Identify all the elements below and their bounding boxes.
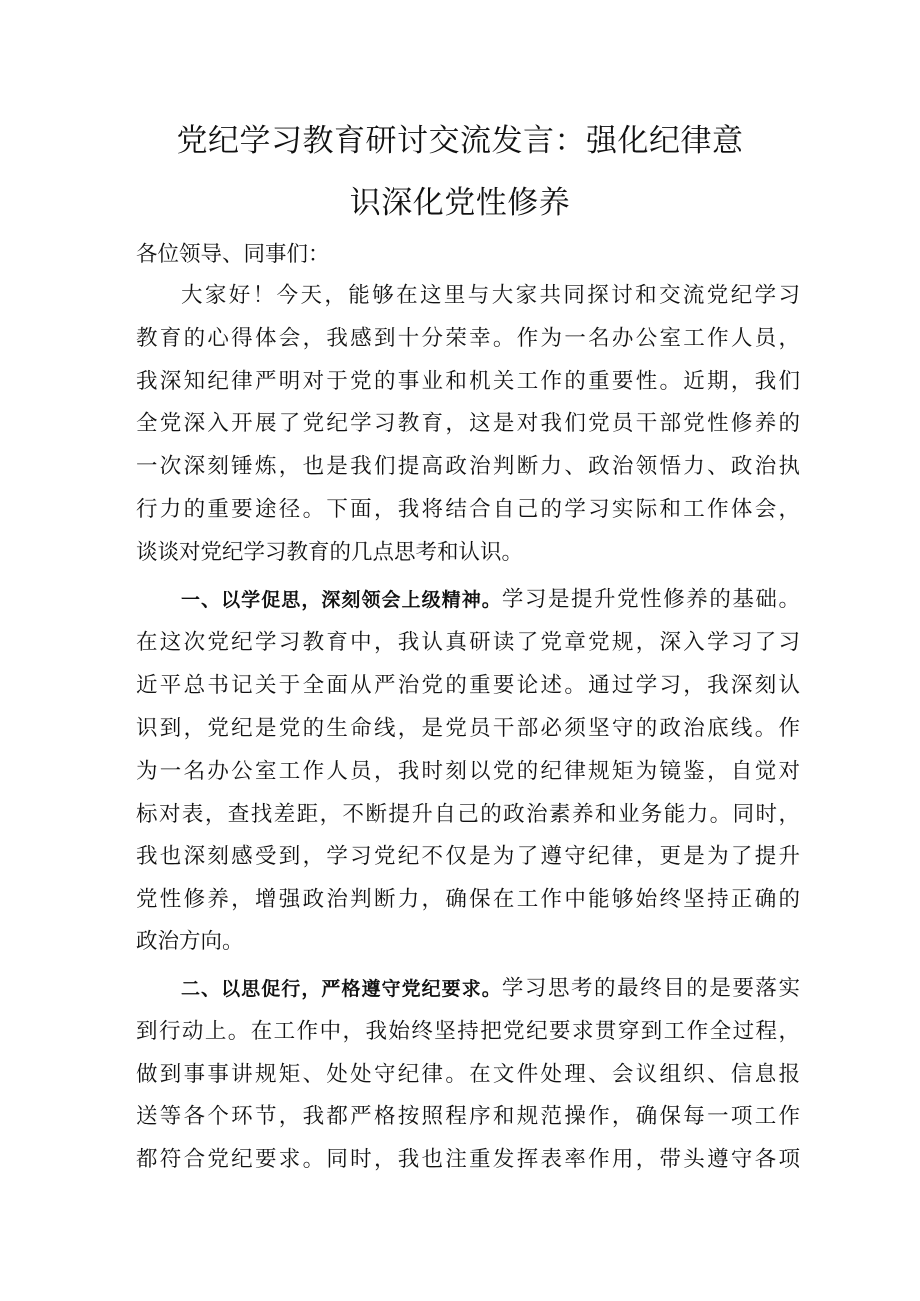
section-2-line: 到行动上。在工作中，我始终坚持把党纪要求贯穿到工作全过程， — [136, 1019, 800, 1044]
document-title-line-2: 识深化党性修养 — [349, 185, 571, 221]
intro-line: 行力的重要途径。下面，我将结合自己的学习实际和工作体会， — [136, 497, 800, 522]
section-2-line: 做到事事讲规矩、处处守纪律。在文件处理、会议组织、信息报 — [136, 1062, 800, 1087]
section-1-line: 识到，党纪是党的生命线，是党员干部必须坚守的政治底线。作 — [136, 716, 800, 741]
section-2-first-line — [181, 971, 800, 1007]
intro-line: 我深知纪律严明对于党的事业和机关工作的重要性。近期，我们 — [136, 369, 800, 394]
intro-line: 全党深入开展了党纪学习教育，这是对我们党员干部党性修养的 — [136, 411, 800, 436]
salutation: 各位领导、同事们： — [136, 242, 330, 267]
section-1-line: 标对表，查找差距，不断提升自己的政治素养和业务能力。同时， — [136, 802, 800, 827]
section-1-line: 在这次党纪学习教育中，我认真研读了党章党规，深入学习了习 — [136, 630, 800, 655]
section-1-first-line-text: 学习是提升党性修养的基础。 — [501, 587, 800, 612]
intro-line: 大家好！今天，能够在这里与大家共同探讨和交流党纪学习 — [181, 283, 800, 308]
section-1-line: 政治方向。 — [136, 929, 244, 954]
intro-line: 教育的心得体会，我感到十分荣幸。作为一名办公室工作人员， — [136, 326, 800, 351]
section-1-line: 近平总书记关于全面从严治党的重要论述。通过学习，我深刻认 — [136, 673, 800, 698]
section-2-first-line-text: 学习思考的最终目的是要落实 — [501, 976, 800, 1001]
section-2-heading: 二、以思促行，严格遵守党纪要求。 — [181, 978, 502, 1000]
section-1-line: 为一名办公室工作人员，我时刻以党的纪律规矩为镜鉴，自觉对 — [136, 759, 800, 784]
section-1-line: 我也深刻感受到，学习党纪不仅是为了遵守纪律，更是为了提升 — [136, 844, 800, 869]
section-1-first-line — [181, 582, 800, 618]
intro-line: 谈谈对党纪学习教育的几点思考和认识。 — [136, 540, 524, 565]
section-2-line: 送等各个环节，我都严格按照程序和规范操作，确保每一项工作 — [136, 1104, 800, 1129]
section-1-line: 党性修养，增强政治判断力，确保在工作中能够始终坚持正确的 — [136, 887, 800, 912]
document-title-line-1: 党纪学习教育研讨交流发言：强化纪律意 — [176, 123, 744, 159]
intro-line: 一次深刻锤炼，也是我们提高政治判断力、政治领悟力、政治执 — [136, 454, 800, 479]
section-1-heading: 一、以学促思，深刻领会上级精神。 — [181, 589, 502, 611]
section-2-line: 都符合党纪要求。同时，我也注重发挥表率作用，带头遵守各项 — [136, 1147, 800, 1172]
